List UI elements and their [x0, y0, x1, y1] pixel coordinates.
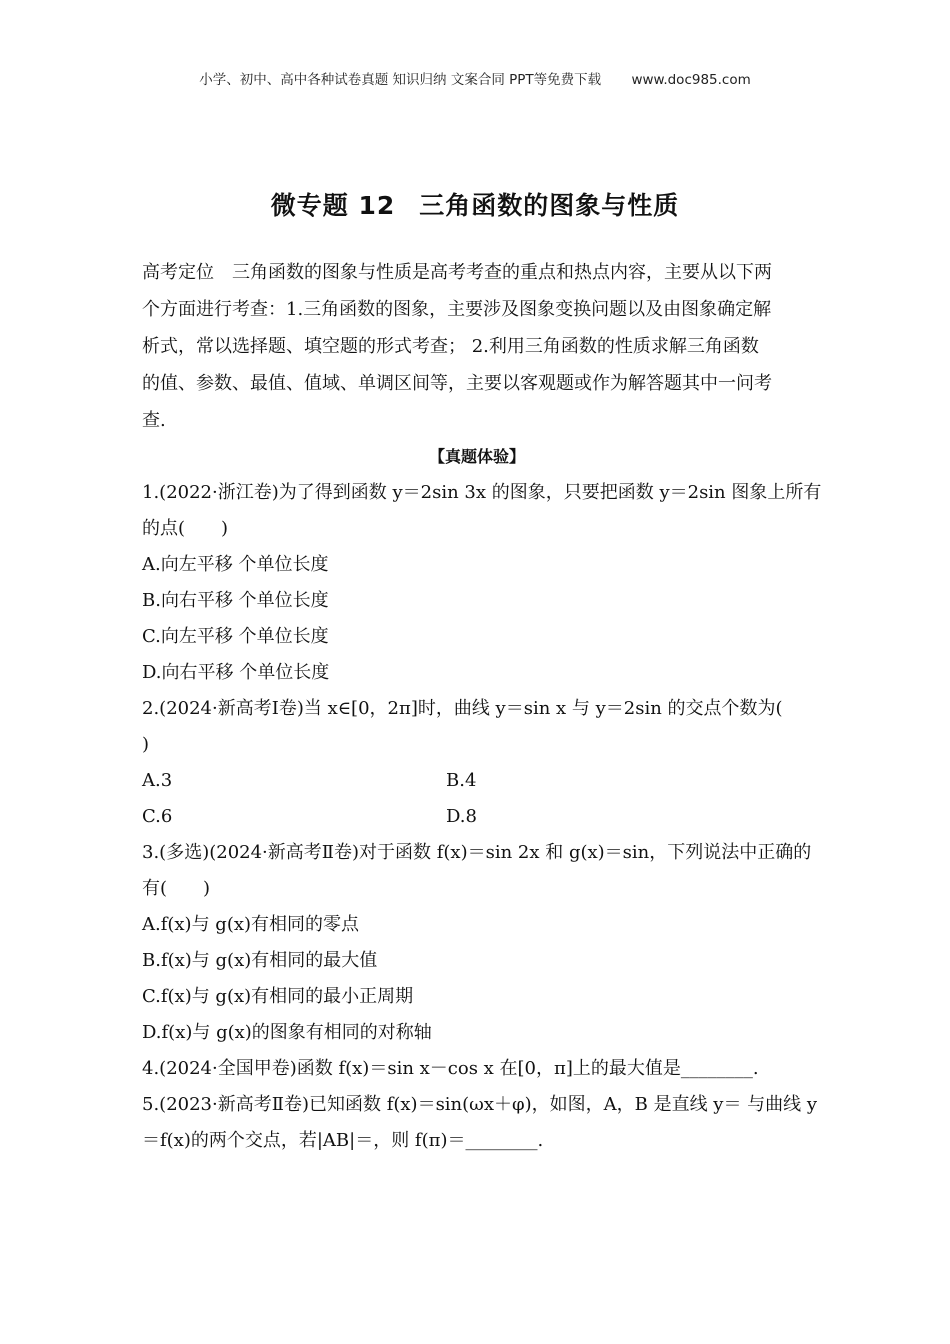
- option-d: D.f(x)与 g(x)的图象有相同的对称轴: [142, 1022, 432, 1043]
- title-number: 微专题 12: [270, 191, 396, 220]
- question-stem: 有( ): [142, 878, 211, 899]
- page-header: [0, 68, 950, 88]
- option-c: C.6: [142, 806, 173, 827]
- option-a: A.f(x)与 g(x)有相同的零点: [142, 914, 360, 935]
- header-site-link[interactable]: www.doc985.com: [631, 72, 751, 88]
- options-row: [142, 763, 812, 799]
- question-stem: ): [142, 734, 150, 755]
- intro-line: 的值、参数、最值、值域、单调区间等，主要以客观题或作为解答题其中一问考: [142, 373, 772, 394]
- intro-line: 析式，常以选择题、填空题的形式考查； 2.利用三角函数的性质求解三角函数: [142, 336, 759, 357]
- option-b: B.向右平移 个单位长度: [142, 590, 329, 611]
- option-a: A.3: [142, 770, 173, 791]
- question-4: [142, 1051, 812, 1087]
- title-topic: 三角函数的图象与性质: [419, 191, 680, 220]
- question-stem: 2.(2024·新高考Ⅰ卷)当 x∈[0，2π]时，曲线 y＝sin x 与 y＝2sin 的交点个数为(: [142, 698, 783, 719]
- header-text: 小学、初中、高中各种试卷真题 知识归纳 文案合同 PPT等免费下载: [199, 72, 602, 88]
- question-stem: 3.(多选)(2024·新高考Ⅱ卷)对于函数 f(x)＝sin 2x 和 g(x)＝sin，下列说法中正确的: [142, 842, 812, 863]
- question-stem: 的点( ): [142, 518, 229, 539]
- intro-line: 个方面进行考查：1.三角函数的图象，主要涉及图象变换问题以及由图象确定解: [142, 299, 772, 320]
- option-d: D.8: [446, 806, 477, 827]
- question-stem: 5.(2023·新高考Ⅱ卷)已知函数 f(x)＝sin(ωx＋φ)，如图，A，B 是直线 y＝ 与曲线 y: [142, 1094, 818, 1115]
- intro-lead: 高考定位: [142, 262, 214, 283]
- option-d: D.向右平移 个单位长度: [142, 662, 330, 683]
- question-stem: ＝f(x)的两个交点，若|AB|＝，则 f(π)＝________.: [142, 1130, 544, 1151]
- question-stem: 4.(2024·全国甲卷)函数 f(x)＝sin x－cos x 在[0，π]上的最大值是________.: [142, 1058, 759, 1079]
- section-title: 【真题体验】: [428, 447, 525, 466]
- question-3: [142, 835, 812, 1051]
- page-title: [0, 186, 950, 222]
- option-c: C.f(x)与 g(x)有相同的最小正周期: [142, 986, 414, 1007]
- question-2: [142, 691, 812, 835]
- question-stem: 1.(2022·浙江卷)为了得到函数 y＝2sin 3x 的图象，只要把函数 y＝2sin 图象上所有: [142, 482, 822, 503]
- intro-paragraph: [142, 254, 812, 439]
- intro-line: 三角函数的图象与性质是高考考查的重点和热点内容，主要从以下两: [232, 262, 772, 283]
- option-a: A.向左平移 个单位长度: [142, 554, 329, 575]
- question-1: [142, 475, 822, 691]
- option-b: B.f(x)与 g(x)有相同的最大值: [142, 950, 378, 971]
- question-5: [142, 1087, 818, 1159]
- document-body: [142, 254, 822, 1159]
- option-b: B.4: [446, 770, 477, 791]
- option-c: C.向左平移 个单位长度: [142, 626, 329, 647]
- intro-line: 查.: [142, 410, 166, 431]
- options-row: [142, 799, 812, 835]
